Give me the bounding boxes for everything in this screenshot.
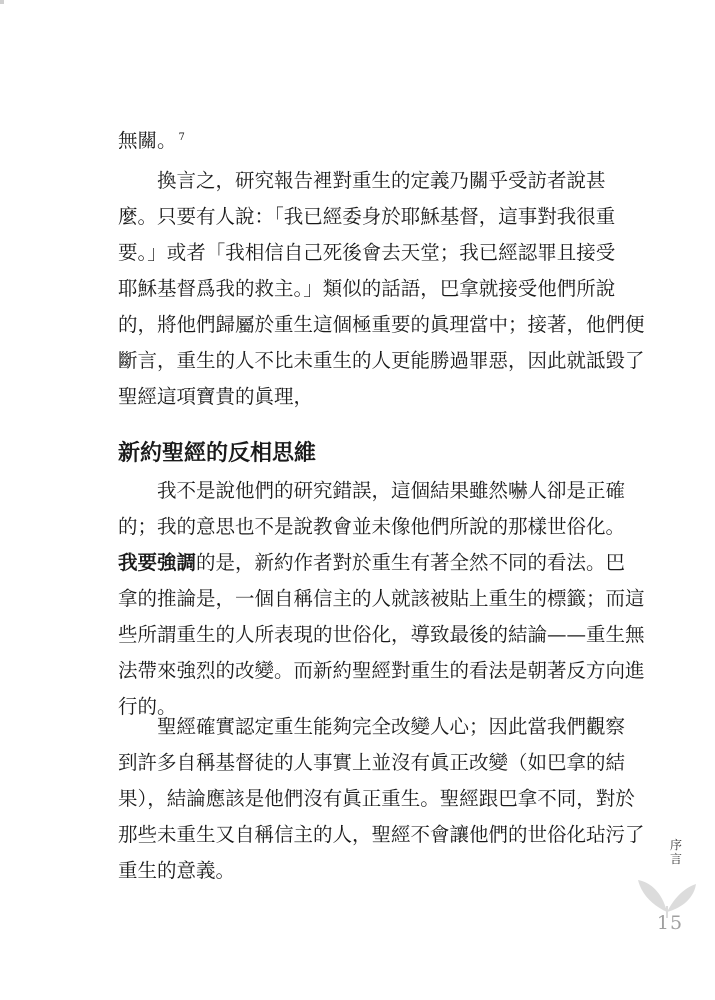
paragraph-2-line: 行的。	[118, 695, 177, 718]
paragraph-3-line: 聖經確實認定重生能夠完全改變人心；因此當我們觀察	[157, 715, 626, 738]
chapter-tab-char: 序	[669, 838, 682, 852]
paragraph-3-line: 到許多自稱基督徒的人事實上並沒有眞正改變（如巴拿的結	[118, 751, 626, 774]
paragraph-2-line	[118, 545, 626, 581]
paragraph-1	[118, 163, 645, 415]
paragraph-1-line: 耶穌基督爲我的救主。」類似的話語，巴拿就接受他們所說	[118, 277, 616, 300]
intro-paragraph	[118, 123, 604, 159]
footnote-marker: 7	[178, 131, 185, 143]
chapter-tab-char: 言	[669, 852, 682, 866]
paragraph-2-line: 拿的推論是，一個自稱信主的人就該被貼上重生的標籤；而這	[118, 587, 645, 610]
paragraph-1-line: 麼。只要有人說：「我已經委身於耶穌基督，這事對我很重	[118, 205, 616, 228]
paragraph-1-line: 換言之，研究報告裡對重生的定義乃關乎受訪者說甚	[157, 169, 606, 192]
section-heading-block	[118, 434, 604, 474]
paragraph-1-line: 斷言，重生的人不比未重生的人更能勝過罪惡，因此就詆毀了	[118, 349, 645, 372]
paragraph-1-line: 聖經這項寶貴的眞理，	[118, 385, 314, 408]
paragraph-1-line: 的，將他們歸屬於重生這個極重要的眞理當中；接著，他們便	[118, 313, 645, 336]
intro-line	[118, 123, 604, 159]
paragraph-3-line: 重生的意義。	[118, 859, 236, 882]
paragraph-3-line: 那些未重生又自稱信主的人，聖經不會讓他們的世俗化玷污了	[118, 823, 645, 846]
paragraph-3	[118, 709, 645, 889]
paragraph-2-line: 法帶來強烈的改變。而新約聖經對重生的看法是朝著反方向進	[118, 659, 645, 682]
paragraph-3-line: 果），結論應該是他們沒有眞正重生。聖經跟巴拿不同，對於	[118, 787, 635, 810]
paragraph-2-line: 些所謂重生的人所表現的世俗化，導致最後的結論——重生無	[118, 623, 645, 646]
intro-text: 無關。	[118, 129, 177, 152]
page-number: 15	[656, 912, 684, 934]
section-heading: 新約聖經的反相思維	[118, 441, 317, 466]
paragraph-2-line: 我不是說他們的研究錯誤，這個結果雖然嚇人卻是正確	[157, 479, 626, 502]
crop-mark	[0, 0, 4, 4]
paragraph-2	[118, 473, 645, 725]
paragraph-2-line: 的；我的意思也不是說教會並未像他們所說的那樣世俗化。	[118, 515, 626, 538]
paragraph-2-text: 的是，新約作者對於重生有著全然不同的看法。巴	[196, 551, 626, 574]
paragraph-1-line: 要。」或者「我相信自己死後會去天堂；我已經認罪且接受	[118, 241, 616, 264]
emphasis-text: 我要強調	[118, 551, 197, 574]
